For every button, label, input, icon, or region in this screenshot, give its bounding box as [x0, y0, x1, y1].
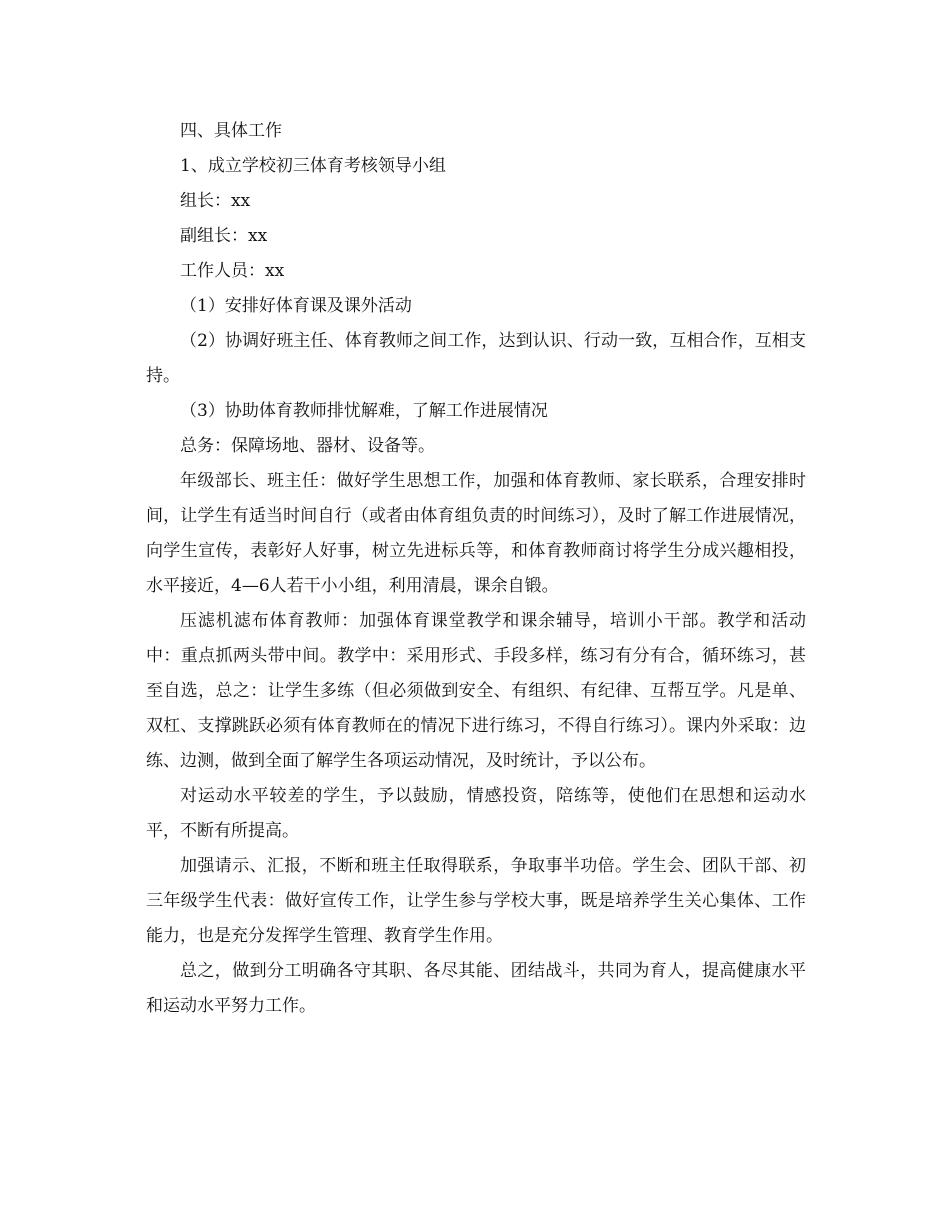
- weak-students-paragraph: 对运动水平较差的学生，予以鼓励，情感投资，陪练等，使他们在思想和运动水平，不断有所提高。: [146, 786, 806, 841]
- duty-item-2: （2）协调好班主任、体育教师之间工作，达到认识、行动一致，互相合作，互相支持。: [146, 331, 806, 386]
- duty-item-3: （3）协助体育教师排忧解难，了解工作进展情况: [180, 401, 548, 421]
- subsection-heading: 1、成立学校初三体育考核领导小组: [180, 156, 446, 176]
- conclusion-paragraph: 总之，做到分工明确各守其职、各尽其能、团结战斗，共同为育人，提高健康水平和运动水平努力工作。: [146, 961, 806, 1016]
- general-affairs-paragraph: 总务：保障场地、器材、设备等。: [180, 436, 435, 456]
- document-body: [146, 114, 806, 1024]
- pe-teacher-paragraph: 压滤机滤布体育教师：加强体育课堂教学和课余辅导，培训小干部。教学和活动中：重点抓两头带中间。教学中：采用形式、手段多样，练习有分有合，循环练习，甚至自选，总之：让学生多练（但必须做到安全、有组织、有纪律、互帮互学。凡是单、双杠、支撑跳跃必须有体育教师在的情况下进行练习，不得自行练习）。课内外采取：边练、边测，做到全面了解学生各项运动情况，及时统计，予以公布。: [146, 611, 806, 771]
- section-heading: 四、具体工作: [180, 121, 282, 141]
- grade-head-paragraph: 年级部长、班主任：做好学生思想工作，加强和体育教师、家长联系，合理安排时间，让学生有适当时间自行（或者由体育组负责的时间练习），及时了解工作进展情况，向学生宣传，表彰好人好事，树立先进标兵等，和体育教师商讨将学生分成兴趣相投，水平接近，4—6人若干小小组，利用清晨，课余自锻。: [146, 471, 806, 596]
- deputy-leader-line: 副组长：xx: [180, 226, 268, 246]
- duty-item-1: （1）安排好体育课及课外活动: [180, 296, 412, 316]
- leader-line: 组长：xx: [180, 191, 251, 211]
- reporting-paragraph: 加强请示、汇报，不断和班主任取得联系，争取事半功倍。学生会、团队干部、初三年级学生代表：做好宣传工作，让学生参与学校大事，既是培养学生关心集体、工作能力，也是充分发挥学生管理、教育学生作用。: [146, 856, 806, 946]
- staff-line: 工作人员：xx: [180, 261, 285, 281]
